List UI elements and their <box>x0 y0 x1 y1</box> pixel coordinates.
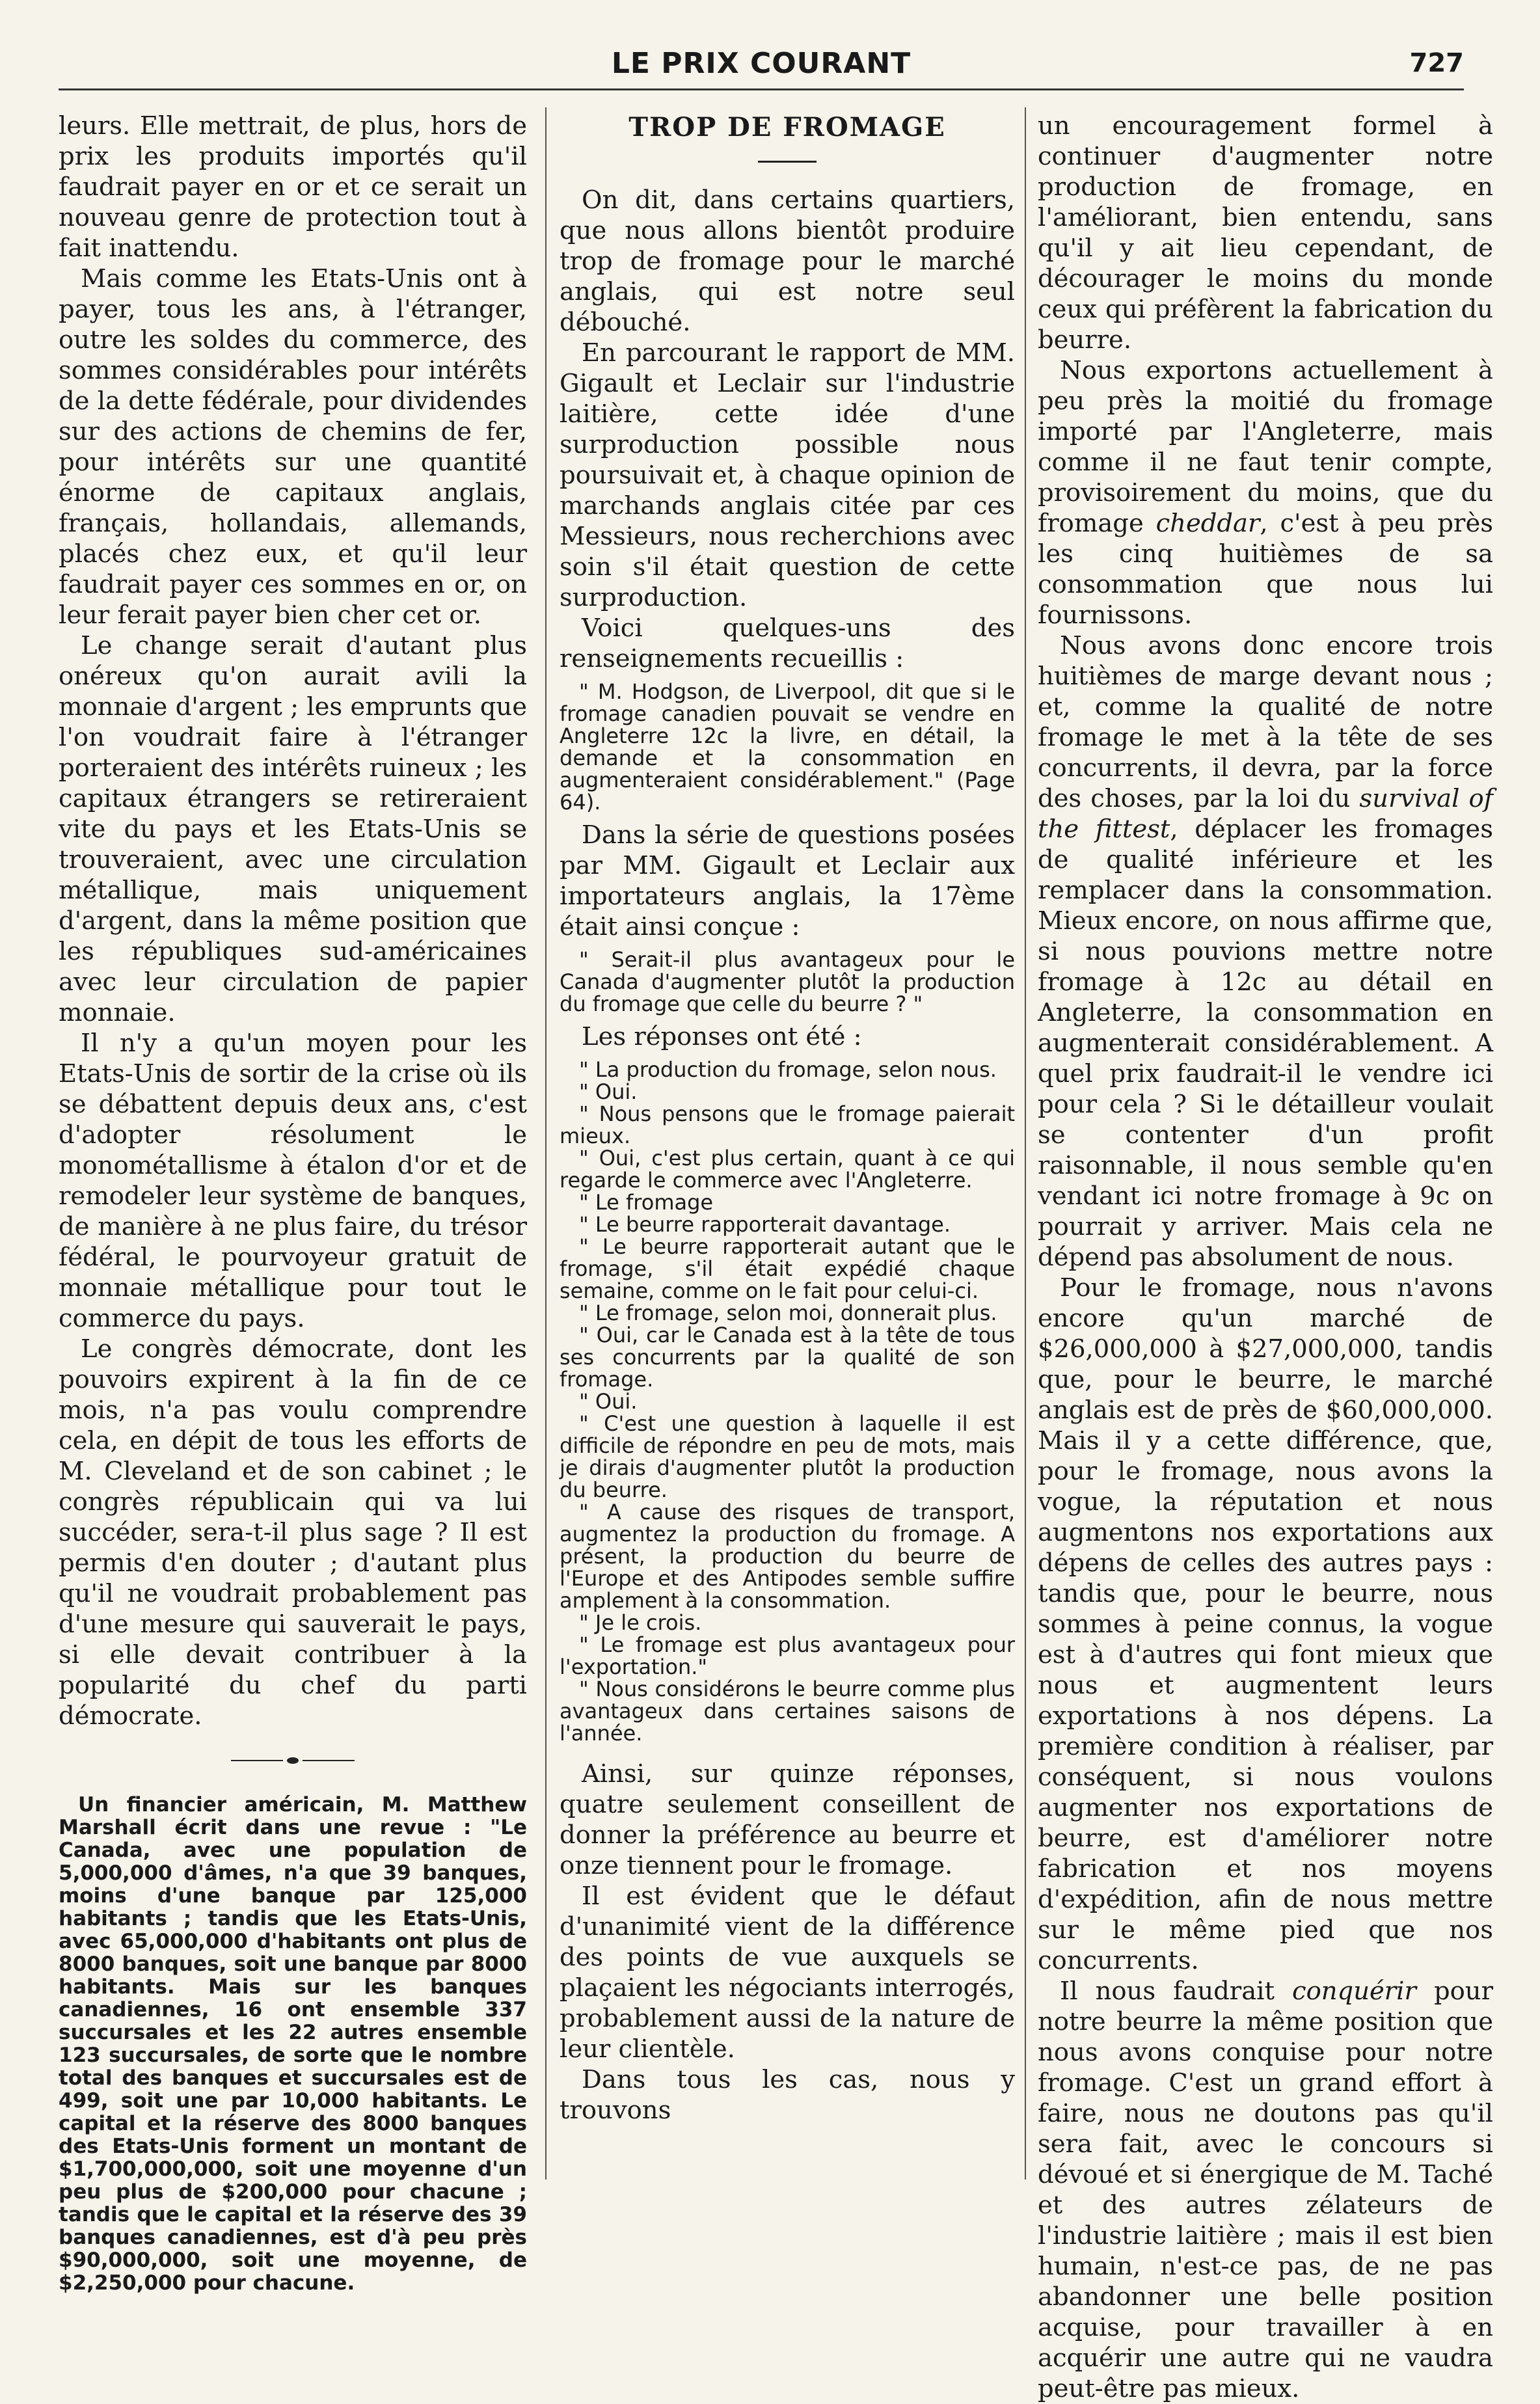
col3-paragraph-5: Il nous faudrait conquérir pour notre beurre la même position que nous avons conquise pour notre fromage. C'est un grand effort à faire, nous ne doutons pas qu'il sera fait, avec le concours si dévoué et si énergique de M. Taché et des autres zélateurs de l'industrie laitière ; mais il est bien humain, n'est-ce pas, de ne pas abandonner une belle position acquise, pour travailler à en acquérir une autre qui ne vaudra peut-être pas mieux. <box>1038 1977 1493 2403</box>
column-divider-2 <box>1025 107 1026 2180</box>
col2-paragraph-1: On dit, dans certains quartiers, que nous allons bientôt produire trop de fromage pour le marché anglais, qui est notre seul débouché. <box>560 185 1015 337</box>
answer-item: " La production du fromage, selon nous. <box>579 1057 997 1082</box>
article-heading: TROP DE FROMAGE <box>628 112 946 142</box>
answer-item: " Nous considérons le beurre comme plus avantageux dans certaines saisons de l'année. <box>560 1677 1015 1746</box>
column-1 <box>59 111 528 2295</box>
column-divider-1 <box>545 107 547 2180</box>
italic-cheddar: cheddar <box>1155 509 1260 538</box>
col2-paragraph-4: Dans la série de questions posées par MM. Gigault et Leclair aux importateurs anglais, la 17ème était ainsi conçue : <box>560 820 1015 941</box>
section-ornament <box>59 1757 527 1764</box>
answer-item: " Le beurre rapporterait autant que le fromage, s'il était expédié chaque semaine, comme on le fait pour celui-ci. <box>560 1234 1015 1303</box>
col2-quote-hodgson: " M. Hodgson, de Liverpool, dit que si le fromage canadien pouvait se vendre en Angleterre 12c la livre, en détail, la demande et la consommation en augmenteraient considérablement." (Page 64). <box>560 679 1015 815</box>
col1-paragraph-1: leurs. Elle mettrait, de plus, hors de prix les produits importés qu'il faudrait payer en or et ce serait un nouveau genre de protection tout à fait inattendu. <box>59 111 527 263</box>
heading-rule <box>758 161 817 163</box>
answer-item: " Le beurre rapporterait davantage. <box>579 1212 951 1237</box>
col1-paragraph-4: Il n'y a qu'un moyen pour les Etats-Unis de sortir de la crise où ils se débattent depuis deux ans, c'est d'adopter résolument le monométallisme à étalon d'or et de remodeler leur système de banques, de manière à ne plus faire, du trésor fédéral, le pourvoyeur gratuit de monnaie métallique pour tout le commerce du pays. <box>59 1029 527 1333</box>
page-header <box>59 47 1464 92</box>
answer-item: " Le fromage <box>579 1190 714 1215</box>
answer-item: " A cause des risques de transport, augmentez la production du fromage. A présent, la production du beurre de l'Europe et des Antipodes semble suffire amplement à la consommation. <box>560 1500 1015 1613</box>
italic-survival: survival of the fittest <box>1038 784 1493 844</box>
italic-conquerir: conquérir <box>1292 1977 1416 2006</box>
col3-paragraph-2: Nous exportons actuellement à peu près la moitié du fromage importé par l'Angleterre, mais comme il ne faut tenir compte, provisoirement du moins, que du fromage cheddar, c'est à peu près les cinq huitièmes de sa consommation que nous lui fournissons. <box>1038 356 1493 630</box>
answer-item: " Oui, c'est plus certain, quant à ce qui regarde le commerce avec l'Angleterre. <box>560 1146 1015 1193</box>
answer-item: " Nous pensons que le fromage paierait mieux. <box>560 1101 1015 1148</box>
answer-item: " Je le crois. <box>579 1610 702 1635</box>
col2-paragraph-6: Ainsi, sur quinze réponses, quatre seulement conseillent de donner la préférence au beurre et onze tiennent pour le fromage. <box>560 1759 1015 1880</box>
col2-paragraph-5: Les réponses ont été : <box>582 1022 862 1051</box>
publication-title: LE PRIX COURANT <box>611 47 912 80</box>
col2-paragraph-8: Dans tous les cas, nous y trouvons <box>560 2065 1015 2125</box>
col1-financier-note: Un financier américain, M. Matthew Marshall écrit dans une revue : "Le Canada, avec une population de 5,000,000 d'âmes, n'a que 39 banques, moins d'une banque par 125,000 habitants ; tandis que les Etats-Unis, avec 65,000,000 d'habitants ont plus de 8000 banques, soit une banque par 8000 habitants. Mais sur les banques canadiennes, 16 ont ensemble 337 succursales et les 22 autres ensemble 123 succursales, de sorte que le nombre total des banques et succursales est de 499, soit une par 10,000 habitants. Le capital et la réserve des 8000 banques des Etats-Unis forment un montant de $1,700,000,000, soit une moyenne d'un peu plus de $200,000 pour chacune ; tandis que le capital et la réserve des 39 banques canadiennes, est d'à peu près $90,000,000, soit une moyenne, de $2,250,000 pour chacune. <box>59 1793 527 2295</box>
col2-paragraph-3: Voici quelques-uns des renseignements recueillis : <box>560 614 1015 673</box>
answer-item: " Oui, car le Canada est à la tête de tous ses concurrents par la qualité de son fromage. <box>560 1323 1015 1392</box>
col2-paragraph-2: En parcourant le rapport de MM. Gigault et Leclair sur l'industrie laitière, cette idée d'une surproduction possible nous poursuivait et, à chaque opinion de marchands anglais citée par ces Messieurs, nous recherchions avec soin s'il était question de cette surproduction. <box>560 338 1015 612</box>
answer-item: " C'est une question à laquelle il est difficile de répondre en peu de mots, mais je dirais d'augmenter plutôt la production du beurre. <box>560 1411 1015 1502</box>
answer-item: " Oui. <box>579 1079 638 1104</box>
page-number: 727 <box>1409 48 1464 78</box>
col3-paragraph-4: Pour le fromage, nous n'avons encore qu'un marché de $26,000,000 à $27,000,000, tandis que, pour le beurre, le marché anglais est de près de $60,000,000. Mais il y a cette différence, que, pour le fromage, nous avons la vogue, la réputation et nous augmentons nos exportations aux dépens de celles des autres pays : tandis que, pour le beurre, nous sommes à peine connus, la vogue est à d'autres qui font mieux que nous et augmentent leurs exportations à nos dépens. La première condition à réaliser, par conséquent, si nous voulons augmenter nos exportations de beurre, est d'améliorer notre fabrication et nos moyens d'expédition, afin de nous mettre sur le même pied que nos concurrents. <box>1038 1273 1493 1975</box>
column-2 <box>560 111 1015 2180</box>
answer-item: " Le fromage est plus avantageux pour l'exportation." <box>560 1632 1015 1679</box>
col2-quote-question: " Serait-il plus avantageux pour le Canada d'augmenter plutôt la production du fromage que celle du beurre ? " <box>560 947 1015 1016</box>
answer-item: " Le fromage, selon moi, donnerait plus. <box>579 1301 997 1325</box>
answer-item: " Oui. <box>579 1389 638 1414</box>
header-rule <box>59 88 1464 90</box>
col1-paragraph-3: Le change serait d'autant plus onéreux qu'on aurait avili la monnaie d'argent ; les emprunts que l'on voudrait faire à l'étranger porteraient des intérêts ruineux ; les capitaux étrangers se retireraient vite du pays et les Etats-Unis se trouveraient, avec une circulation métallique, mais uniquement d'argent, dans la même position que les républiques sud-américaines avec leur circulation de papier monnaie. <box>59 631 528 1027</box>
col3-paragraph-3: Nous avons donc encore trois huitièmes de marge devant nous ; et, comme la qualité de notre fromage le met à la tête de ses concurrents, il devra, par la force des choses, par la loi du survival of the fittest, déplacer les fromages de qualité inférieure et les remplacer dans la consommation. Mieux encore, on nous affirme que, si nous pouvions mettre notre fromage à 12c au détail en Angleterre, la consommation en augmenterait considérablement. A quel prix faudrait-il le vendre ici pour cela ? Si le détailleur voulait se contenter d'un profit raisonnable, il nous semble qu'en vendant ici notre fromage à 9c on pourrait y arriver. Mais cela ne dépend pas absolument de nous. <box>1038 631 1493 1272</box>
col1-paragraph-5: Le congrès démocrate, dont les pouvoirs expirent à la fin de ce mois, n'a pas voulu comprendre cela, en dépit de tous les efforts de M. Cleveland et de son cabinet ; le congrès républicain qui va lui succéder, sera-t-il plus sage ? Il est permis d'en douter ; d'autant plus qu'il ne voudrait probablement pas d'une mesure qui sauverait le pays, si elle devait contribuer à la popularité du chef du parti démocrate. <box>59 1334 527 1731</box>
answers-list <box>560 1059 1015 1744</box>
col2-paragraph-7: Il est évident que le défaut d'unanimité vient de la différence des points de vue auxquels se plaçaient les négociants interrogés, probablement aussi de la nature de leur clientèle. <box>560 1882 1015 2064</box>
col1-paragraph-2: Mais comme les Etats-Unis ont à payer, tous les ans, à l'étranger, outre les soldes du commerce, des sommes considérables pour intérêts de la dette fédérale, pour dividendes sur des actions de chemins de fer, pour intérêts sur une quantité énorme de capitaux anglais, français, hollandais, allemands, placés chez eux, et qu'il leur faudrait payer ces sommes en or, on leur ferait payer bien cher cet or. <box>59 264 527 630</box>
column-3 <box>1038 111 1493 2403</box>
col3-paragraph-1: un encouragement formel à continuer d'augmenter notre production de fromage, en l'améliorant, bien entendu, sans qu'il y ait lieu cependant, de décourager le moins du monde ceux qui préfèrent la fabrication du beurre. <box>1038 111 1493 355</box>
